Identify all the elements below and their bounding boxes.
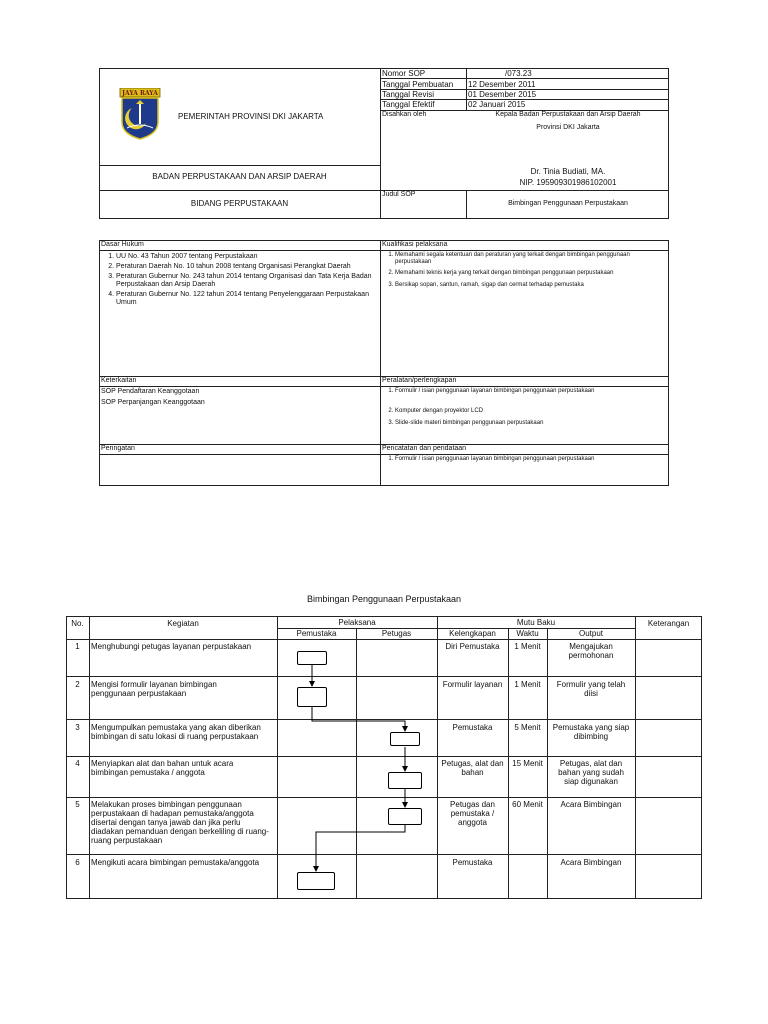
flowchart-step-2 — [297, 687, 327, 707]
list-item: 3. Bersikap sopan, santun, ramah, sigap dan cermat terhadap pemustaka — [395, 282, 663, 289]
keterkaitan-item: SOP Perpanjangan Keanggotaan — [101, 399, 205, 406]
meta-value-efektif: 02 Januari 2015 — [468, 100, 526, 109]
list-item: 2. Memahami teknis kerja yang terkait dengan bimbingan penggunaan perpustakaan — [395, 270, 663, 277]
meta-label-revisi: Tanggal Revisi — [382, 90, 435, 99]
row-kelengkapan: Pemustaka — [452, 723, 493, 732]
peringatan-label: Peringatan — [101, 445, 135, 452]
signer-nip: NIP. 195909301986102001 — [519, 178, 617, 187]
row-waktu: 15 Menit — [512, 759, 543, 768]
flowchart-step-6 — [297, 872, 335, 890]
row-no: 5 — [75, 800, 80, 809]
flowchart-step-4 — [388, 772, 422, 789]
row-no: 6 — [75, 858, 80, 867]
list-item: 3. Peraturan Gubernur No. 243 tahun 2014 tentang Organisasi dan Tata Kerja Badan Perpustakaan dan Arsip Daerah — [116, 273, 372, 289]
row-kelengkapan: Diri Pemustaka — [445, 642, 500, 651]
row-kegiatan: Menyiapkan alat dan bahan untuk acara bimbingan pemustaka / anggota — [91, 759, 234, 777]
meta-label-nomor: Nomor SOP — [382, 69, 426, 78]
row-no: 1 — [75, 642, 80, 651]
row-kegiatan: Mengumpulkan pemustaka yang akan diberikan bimbingan di satu lokasi di ruang perpustakaan — [91, 723, 261, 741]
meta-value-pembuatan: 12 Desember 2011 — [468, 80, 536, 89]
row-waktu: 1 Menit — [514, 642, 541, 651]
list-item: 4. Peraturan Gubernur No. 122 tahun 2014 tentang Penyelenggaraan Perpustakaan Umum — [116, 291, 372, 307]
row-kegiatan: Melakukan proses bimbingan penggunaan perpustakaan di hadapan pemustaka/anggota disertai dengan tanya jawab dan jika perlu diadakan pemanduan dengan berkeliling di ruang-ruang perpustakaan — [91, 800, 269, 845]
row-kelengkapan: Petugas dan pemustaka / anggota — [450, 800, 495, 827]
approver-region: Provinsi DKI Jakarta — [536, 124, 600, 131]
list-item: 1. Formulir / isian penggunaan layanan bimbingan penggunaan perpustakaan — [395, 456, 663, 463]
row-no: 3 — [75, 723, 80, 732]
procedure-title: Bimbingan Penggunaan Perpustakaan — [306, 594, 462, 604]
signer-name: Dr. Tinia Budiati, MA. — [530, 167, 606, 176]
row-output: Mengajukan permohonan — [568, 642, 614, 660]
row-kegiatan: Mengikuti acara bimbingan pemustaka/anggota — [91, 858, 260, 867]
col-mutu-header: Mutu Baku — [516, 618, 556, 627]
meta-value-nomor: /073.23 — [505, 69, 532, 78]
sop-title: Bimbingan Penggunaan Perpustakaan — [508, 200, 628, 207]
row-output: Formulir yang telah diisi — [556, 680, 626, 698]
flowchart-step-3 — [390, 732, 420, 746]
row-no: 4 — [75, 759, 80, 768]
list-item: 1. Memahami segala ketentuan dan peraturan yang terkait dengan bimbingan penggunaan perpustakaan — [395, 252, 663, 266]
sop-title-label: Judul SOP — [382, 191, 416, 198]
col-waktu-header: Waktu — [516, 629, 539, 638]
row-kelengkapan: Formulir layanan — [442, 680, 503, 689]
meta-value-revisi: 01 Desember 2015 — [468, 90, 537, 99]
meta-label-efektif: Tanggal Efektif — [382, 100, 435, 109]
row-waktu: 60 Menit — [512, 800, 543, 809]
list-item: 2. Peraturan Daerah No. 10 tahun 2008 tentang Organisasi Perangkat Daerah — [116, 263, 372, 271]
col-no-header: No. — [71, 619, 84, 628]
dasar-hukum-label: Dasar Hukum — [101, 241, 144, 248]
org-government: PEMERINTAH PROVINSI DKI JAKARTA — [178, 112, 324, 121]
svg-text:JAYA RAYA: JAYA RAYA — [122, 90, 158, 97]
row-kelengkapan: Pemustaka — [452, 858, 493, 867]
approver-title: Kepala Badan Perpustakaan dan Arsip Daerah — [495, 111, 641, 118]
pencatatan-label: Pencatatan dan pendataan — [382, 445, 467, 452]
row-output: Acara Bimbingan — [560, 858, 622, 867]
row-output: Pemustaka yang siap dibimbing — [552, 723, 630, 741]
list-item: 1. Formulir / isian penggunaan layanan bimbingan penggunaan perpustakaan — [395, 388, 663, 395]
flowchart-step-1 — [297, 651, 327, 665]
col-pemustaka-header: Pemustaka — [296, 629, 337, 638]
row-waktu: 1 Menit — [514, 680, 541, 689]
row-kelengkapan: Petugas, alat dan bahan — [441, 759, 504, 777]
org-agency: BADAN PERPUSTAKAAN DAN ARSIP DAERAH — [152, 172, 327, 181]
col-output-header: Output — [578, 629, 603, 638]
row-kegiatan: Menghubungi petugas layanan perpustakaan — [91, 642, 252, 651]
list-item: 2. Komputer dengan proyektor LCD — [395, 408, 663, 415]
col-petugas-header: Petugas — [381, 629, 412, 638]
list-item: 1. UU No. 43 Tahun 2007 tentang Perpustakaan — [116, 253, 372, 261]
flowchart-step-5 — [388, 808, 422, 825]
col-kelengkapan-header: Kelengkapan — [449, 629, 496, 638]
row-output: Acara Bimbingan — [560, 800, 622, 809]
col-keterangan-header: Keterangan — [647, 619, 690, 628]
approved-label: Disahkan oleh — [382, 111, 427, 118]
keterkaitan-item: SOP Pendaftaran Keanggotaan — [101, 388, 200, 395]
keterkaitan-label: Keterkaitan — [101, 377, 137, 384]
row-kegiatan: Mengisi formulir layanan bimbingan penggunaan perpustakaan — [91, 680, 217, 698]
kualifikasi-label: Kualifikasi pelaksana — [382, 241, 448, 248]
peralatan-label: Peralatan/perlengkapan — [382, 377, 457, 384]
col-pelaksana-header: Pelaksana — [338, 618, 376, 627]
org-division: BIDANG PERPUSTAKAAN — [190, 199, 289, 208]
row-output: Petugas, alat dan bahan yang sudah siap digunakan — [558, 759, 624, 786]
list-item: 3. Slide-slide materi bimbingan penggunaan perpustakaan — [395, 420, 663, 427]
row-no: 2 — [75, 680, 80, 689]
meta-label-pembuatan: Tanggal Pembuatan — [382, 80, 454, 89]
row-waktu: 5 Menit — [514, 723, 541, 732]
col-kegiatan-header: Kegiatan — [167, 619, 199, 628]
